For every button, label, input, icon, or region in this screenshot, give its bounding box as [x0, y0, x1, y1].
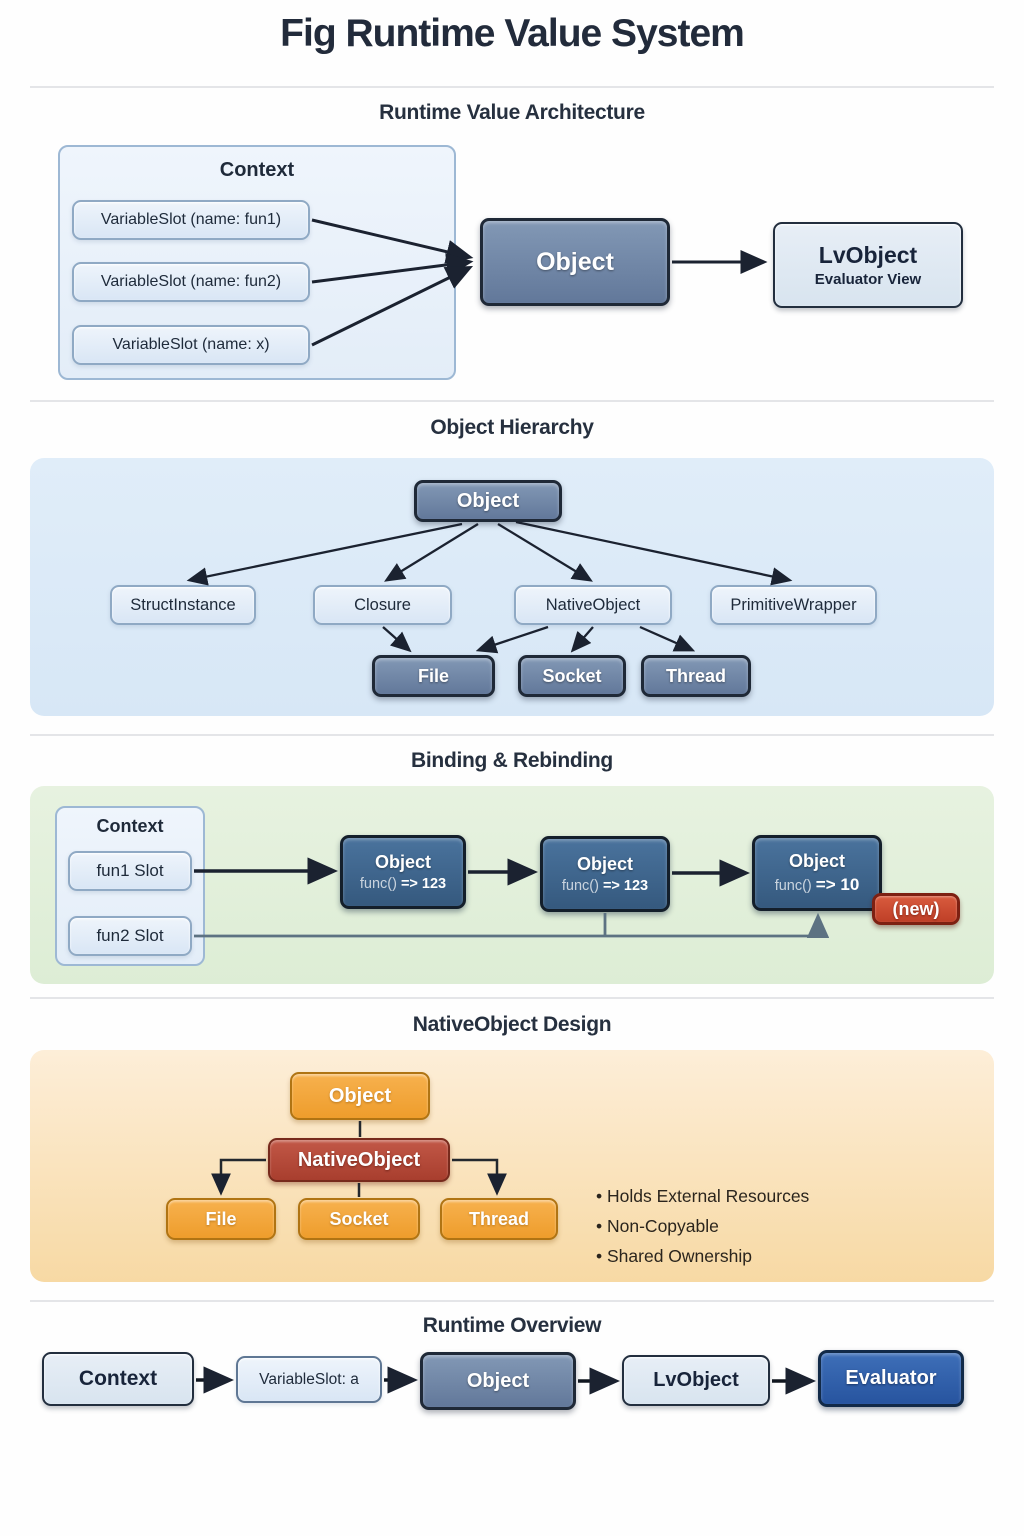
bullet-item: • Non-Copyable — [596, 1216, 926, 1237]
binding-object-2: Object func() => 123 — [540, 836, 670, 912]
fun2-slot: fun2 Slot — [68, 916, 192, 956]
overview-object-node: Object — [420, 1352, 576, 1410]
nativeobject-node: NativeObject — [514, 585, 672, 625]
context-title: Context — [219, 159, 295, 181]
structinstance-node: StructInstance — [110, 585, 256, 625]
lvobject-node — [773, 222, 963, 308]
bullet-item: • Holds External Resources — [596, 1186, 926, 1207]
lvobject-title: LvObject — [818, 242, 918, 268]
binding-object-1: Object func() => 123 — [340, 835, 466, 909]
thread-node-design: Thread — [440, 1198, 558, 1240]
section-title-native-design: NativeObject Design — [412, 1013, 612, 1036]
binding-context-title: Context — [96, 816, 164, 836]
file-node: File — [372, 655, 495, 697]
lvobject-subtitle: Evaluator View — [814, 271, 922, 288]
socket-node: Socket — [518, 655, 626, 697]
section-title-binding: Binding & Rebinding — [411, 749, 613, 772]
divider — [30, 997, 994, 999]
overview-context-node: Context — [42, 1352, 194, 1406]
object-node-architecture: Object — [480, 218, 670, 306]
new-badge: (new) — [872, 893, 960, 925]
file-node-design: File — [166, 1198, 276, 1240]
divider — [30, 86, 994, 88]
primitivewrapper-node: PrimitiveWrapper — [710, 585, 877, 625]
section-title-overview: Runtime Overview — [422, 1314, 602, 1337]
object-node-hierarchy-root: Object — [414, 480, 562, 522]
variable-slot-fun1: VariableSlot (name: fun1) — [72, 200, 310, 240]
variable-slot-fun2: VariableSlot (name: fun2) — [72, 262, 310, 302]
divider — [30, 734, 994, 736]
overview-lvobject-node: LvObject — [622, 1355, 770, 1406]
socket-node-design: Socket — [298, 1198, 420, 1240]
divider — [30, 1300, 994, 1302]
variable-slot-x: VariableSlot (name: x) — [72, 325, 310, 365]
closure-node: Closure — [313, 585, 452, 625]
section-title-hierarchy: Object Hierarchy — [430, 416, 594, 439]
bullet-item: • Shared Ownership — [596, 1246, 926, 1267]
nativeobject-node-design: NativeObject — [268, 1138, 450, 1182]
page-title: Fig Runtime Value System — [280, 12, 744, 55]
divider — [30, 400, 994, 402]
binding-object-3: Object func() => 10 — [752, 835, 882, 911]
overview-evaluator-node: Evaluator — [818, 1350, 964, 1407]
overview-variableslot-node: VariableSlot: a — [236, 1356, 382, 1403]
fun1-slot: fun1 Slot — [68, 851, 192, 891]
section-title-architecture: Runtime Value Architecture — [379, 101, 645, 124]
object-node-native-root: Object — [290, 1072, 430, 1120]
native-design-bullets — [596, 1186, 926, 1267]
thread-node: Thread — [641, 655, 751, 697]
